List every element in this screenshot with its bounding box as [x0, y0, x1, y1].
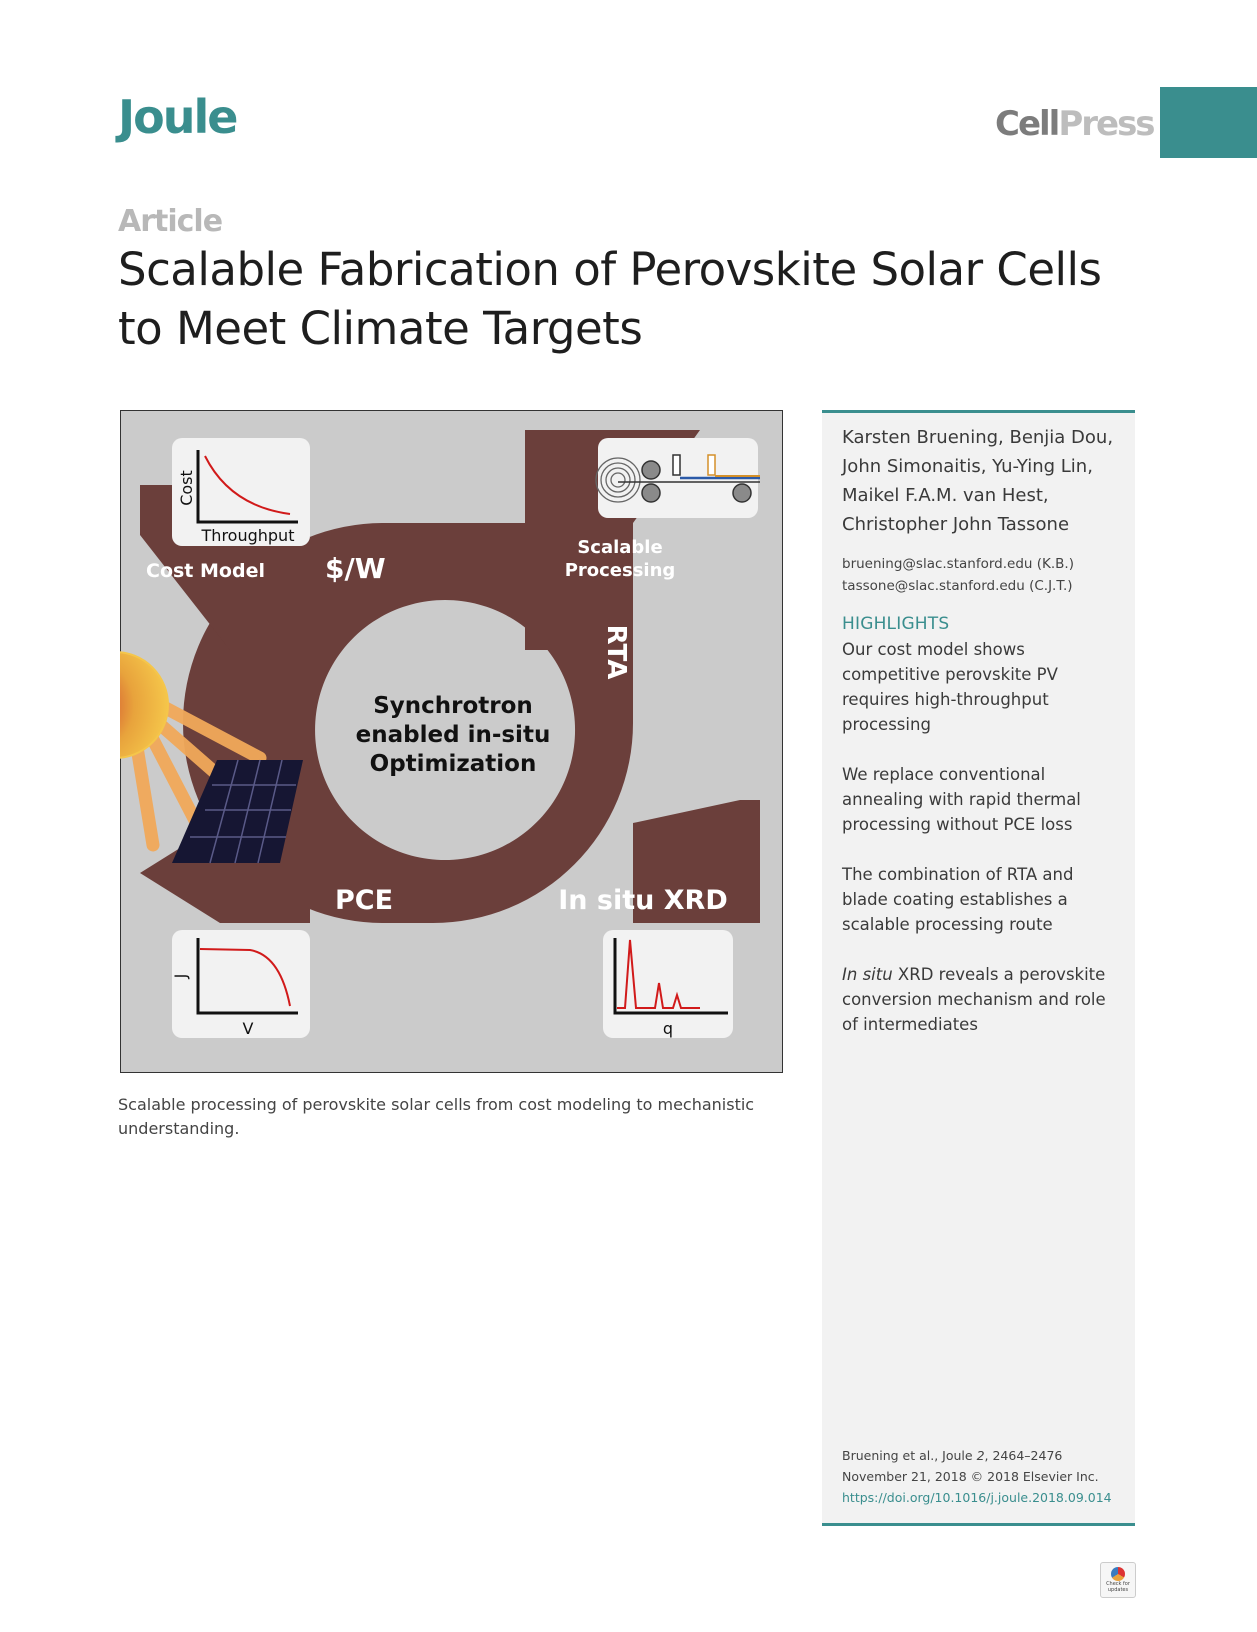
publisher-press: Press — [1058, 104, 1154, 144]
center-line-2: enabled in-situ — [355, 722, 551, 748]
inset-roll-to-roll — [596, 438, 760, 518]
title-line-1: Scalable Fabrication of Perovskite Solar Cells — [118, 243, 1102, 296]
badge-line-2: updates — [1107, 1587, 1129, 1593]
correspondence-emails — [842, 553, 1074, 597]
inset-cost-throughput — [172, 438, 310, 546]
cost-axis-label: Cost — [177, 470, 196, 506]
author-list — [842, 423, 1122, 539]
check-updates-icon — [1111, 1567, 1125, 1581]
email-tassone[interactable]: tassone@slac.stanford.edu (C.J.T.) — [842, 578, 1073, 594]
highlight-item: Our cost model shows competitive perovskite PV requires high-throughput processing — [842, 640, 1058, 734]
author-line: Maikel F.A.M. van Hest, — [842, 485, 1049, 506]
highlight-item: The combination of RTA and blade coating establishes a scalable processing route — [842, 865, 1074, 934]
journal-logo: Joule — [118, 90, 237, 144]
label-rta: RTA — [601, 624, 631, 680]
highlight-italic: In situ — [842, 965, 893, 984]
citation-block — [842, 1445, 1127, 1508]
doi-link[interactable]: https://doi.org/10.1016/j.joule.2018.09.014 — [842, 1490, 1112, 1505]
label-cost-model: Cost Model — [146, 560, 265, 582]
author-line: Christopher John Tassone — [842, 514, 1070, 535]
article-title — [118, 240, 1138, 358]
label-in-situ-xrd: In situ XRD — [558, 885, 728, 916]
publisher-cell: Cell — [995, 104, 1059, 144]
highlight-item: We replace conventional annealing with rapid thermal processing without PCE loss — [842, 765, 1081, 834]
q-axis-label: q — [662, 1019, 674, 1038]
title-line-2: to Meet Climate Targets — [118, 302, 643, 355]
graphical-abstract — [120, 410, 783, 1073]
citation-authors: Bruening et al., Joule — [842, 1448, 977, 1463]
citation-pages: , 2464–2476 — [984, 1448, 1063, 1463]
publisher-logo — [995, 104, 1154, 144]
label-pce: PCE — [334, 885, 394, 916]
throughput-axis-label: Throughput — [201, 526, 295, 545]
label-dollar-per-watt: $/W — [325, 552, 386, 585]
corner-accent-block — [1160, 87, 1257, 158]
highlight-rest: XRD reveals a perovskite conversion mechanism and role of intermediates — [842, 965, 1106, 1034]
check-for-updates-badge[interactable] — [1100, 1562, 1136, 1598]
citation-line-1 — [842, 1445, 1127, 1466]
j-axis-label: J — [171, 973, 190, 979]
v-axis-label: V — [242, 1019, 254, 1038]
citation-line-2: November 21, 2018 © 2018 Elsevier Inc. — [842, 1469, 1099, 1484]
author-line: Karsten Bruening, Benjia Dou, — [842, 427, 1114, 448]
highlight-item — [842, 962, 1122, 1037]
email-bruening[interactable]: bruening@slac.stanford.edu (K.B.) — [842, 556, 1074, 572]
center-line-1: Synchrotron — [373, 693, 533, 719]
label-scalable: Scalable — [577, 537, 663, 558]
highlights-list — [842, 637, 1122, 1062]
inset-xrd-pattern — [603, 930, 733, 1038]
center-line-3: Optimization — [369, 751, 537, 777]
figure-caption: Scalable processing of perovskite solar cells from cost modeling to mechanistic understanding. — [118, 1095, 755, 1138]
label-processing: Processing — [564, 560, 676, 581]
citation-volume: 2 — [976, 1448, 985, 1463]
inset-jv-curve — [171, 930, 310, 1038]
highlights-heading: HIGHLIGHTS — [842, 614, 950, 634]
article-type: Article — [118, 204, 223, 239]
author-line: John Simonaitis, Yu-Ying Lin, — [842, 456, 1093, 477]
badge-line-1: Check for — [1106, 1581, 1130, 1587]
